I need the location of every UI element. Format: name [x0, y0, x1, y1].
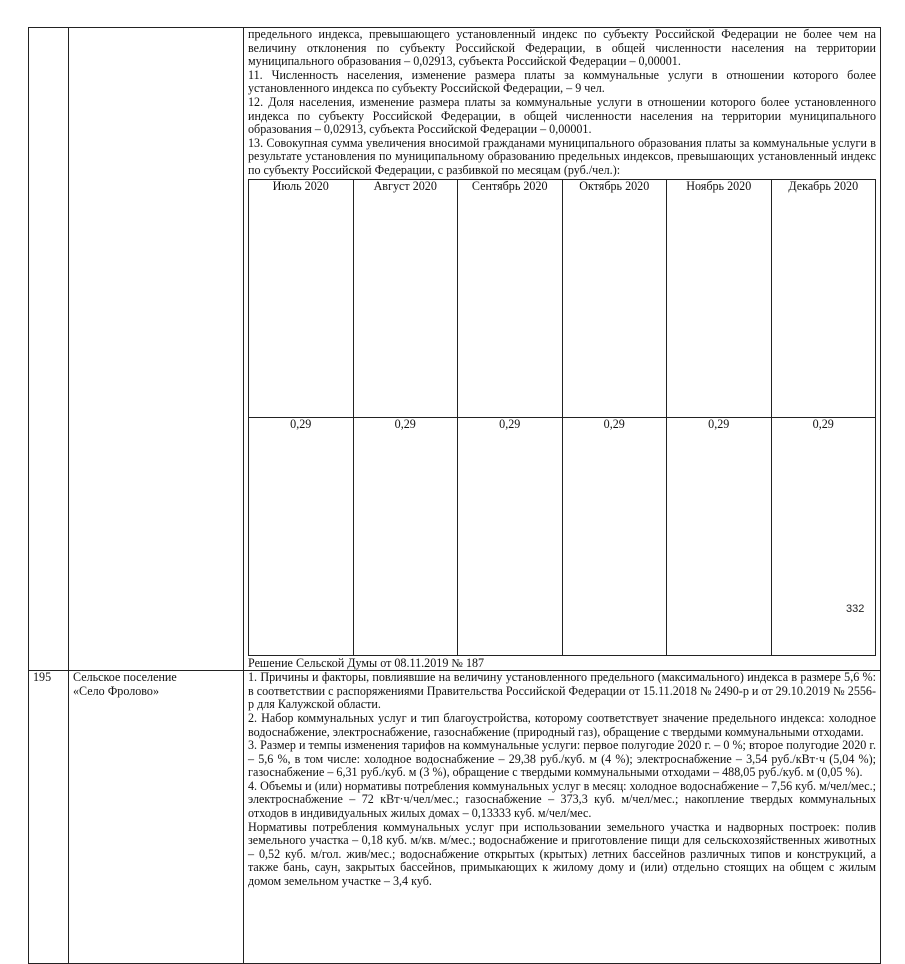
indices-table [28, 27, 881, 964]
row-number: 195 [33, 670, 52, 685]
monthly-sum-table [248, 179, 876, 656]
month-header: Октябрь 2020 [562, 179, 667, 417]
municipality-cell [69, 28, 244, 671]
details-cell [244, 671, 881, 964]
month-header: Ноябрь 2020 [667, 179, 772, 417]
month-value: 0,29 [562, 417, 667, 655]
decision-reference: Решение Сельской Думы от 08.11.2019 № 187 [248, 655, 485, 670]
paragraph: 12. Доля населения, изменение размера платы за коммунальные услуги в отношении которого более установленного индекса по субъекту Российской Федерации, в общей численности населения на территории муниципального образования – 0,02913, субъекта Российской Федерации – 0,00001. [248, 94, 876, 137]
paragraph: 13. Совокупная сумма увеличения вносимой гражданами муниципального образования платы за коммунальные услуги в результате установления по муниципальному образованию предельных индексов, превышающих установленный индекс по субъекту Российской Федерации, с разбивкой по месяцам (руб./чел.): [248, 135, 876, 177]
municipality-cell [69, 671, 244, 964]
month-value: 0,29 [249, 417, 354, 655]
month-value: 0,29 [353, 417, 458, 655]
table-row [29, 28, 881, 671]
page-number: 332 [846, 603, 865, 615]
values-row [249, 417, 876, 655]
month-value: 0,29 [771, 417, 876, 655]
paragraph: предельного индекса, превышающего установленный индекс по субъекту Российской Федерации не более чем на величину отклонения по субъекту Российской Федерации, в общей численности населения на территории муниципального образования – 0,02913, субъекта Российской Федерации – 0,00001. [248, 27, 876, 69]
municipality-name-line: «Село Фролово» [73, 683, 160, 698]
paragraph: 1. Причины и факторы, повлиявшие на величину установленного предельного (максимального) индекса в размере 5,6 %: в соответствии с распоряжениями Правительства Российской Федерации от 15.11.2018 № 2490-р и от 29.10.2019 № 2556-р для Калужской области. [248, 670, 876, 712]
table-row [29, 671, 881, 964]
month-header: Декабрь 2020 [771, 179, 876, 417]
month-value: 0,29 [458, 417, 563, 655]
month-header: Сентябрь 2020 [458, 179, 563, 417]
paragraph: Нормативы потребления коммунальных услуг при использовании земельного участка и надворных построек: полив земельного участка – 0,18 куб. м/кв. м/мес.; водоснабжение и приготовление пищи для сельскохозяйственных животных – 0,52 куб. м/гол. жив/мес.; водоснабжение открытых (крытых) летних бассейнов различных типов и конструкций, а также бань, саун, закрытых бассейнов, примыкающих к жилому дому и (или) отдельно стоящих на общем с жилым домом земельном участке – 3,4 куб. [248, 819, 876, 889]
municipality-name-line: Сельское поселение [73, 670, 177, 685]
row-number-cell [29, 28, 69, 671]
month-header: Июль 2020 [249, 179, 354, 417]
paragraph: 4. Объемы и (или) нормативы потребления коммунальных услуг в месяц: холодное водоснабжение – 7,56 куб. м/чел/мес.; электроснабжение – 72 кВт·ч/чел/мес.; газоснабжение – 373,3 куб. м/чел/мес.; накопление твердых коммунальных отходов в индивидуальных жилых домах – 0,13333 куб. м/чел/мес. [248, 778, 876, 821]
month-header: Август 2020 [353, 179, 458, 417]
paragraph: 2. Набор коммунальных услуг и тип благоустройства, которому соответствует значение предельного индекса: холодное водоснабжение, электроснабжение, газоснабжение (природный газ), обращение с твердыми коммунальными отходами. [248, 710, 876, 739]
paragraph: 11. Численность населения, изменение размера платы за коммунальные услуги в отношении которого более установленного индекса по субъекту Российской Федерации, – 9 чел. [248, 67, 876, 96]
paragraph: 3. Размер и темпы изменения тарифов на коммунальные услуги: первое полугодие 2020 г. – 0 %; второе полугодие 2020 г. – 5,6 %, в том числе: холодное водоснабжение – 29,38 руб./куб. м (4 %); электроснабжение – 3,54 руб./кВт·ч (5,04 %); газоснабжение – 6,31 руб./куб. м (3 %), обращение с твердыми коммунальными отходами – 488,05 руб./куб. м (0,05 %). [248, 738, 876, 780]
details-cell [244, 28, 881, 671]
row-number-cell [29, 671, 69, 964]
months-header-row [249, 179, 876, 417]
month-value: 0,29 [667, 417, 772, 655]
